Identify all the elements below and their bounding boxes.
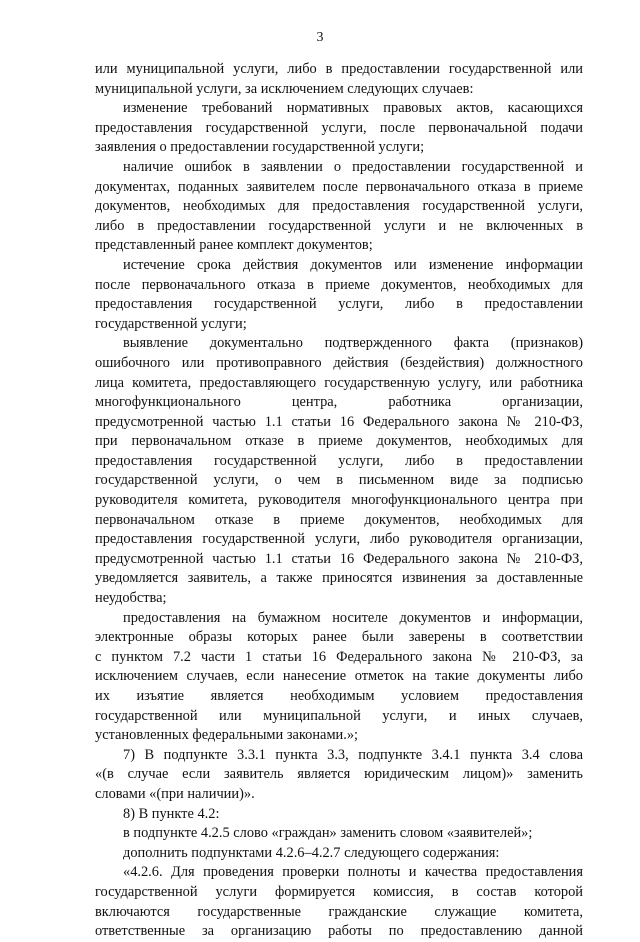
text-line: истечение срока действия документов или изменение информации <box>123 256 583 273</box>
text-line: заявления о предоставлении государственной услуги; <box>95 139 425 156</box>
text-line: государственной услуги, о чем в письменном виде за подписью <box>95 472 583 489</box>
text-line: предоставления на бумажном носителе документов и информации, <box>123 609 583 626</box>
text-line: с пунктом 7.2 части 1 статьи 16 Федерального закона № 210-ФЗ, за <box>95 648 583 665</box>
text-line: предусмотренной частью 1.1 статьи 16 Федерального закона № 210-ФЗ, <box>95 550 583 567</box>
text-line: многофункционального центра, работника организации, <box>95 394 583 411</box>
text-line: наличие ошибок в заявлении о предоставлении государственной и <box>123 158 583 175</box>
document-body <box>95 60 583 942</box>
text-line: при первоначальном отказе в приеме документов, необходимых для <box>95 433 583 450</box>
text-line: в подпункте 4.2.5 слово «граждан» заменить словом «заявителей»; <box>123 825 533 842</box>
text-line: муниципальной услуги, за исключением следующих случаев: <box>95 80 474 97</box>
text-line: предоставления государственной услуги, либо в предоставлении <box>95 296 583 313</box>
text-line: 7) В подпункте 3.3.1 пункта 3.3, подпункте 3.4.1 пункта 3.4 слова <box>123 746 583 763</box>
text-line: выявление документально подтвержденного факта (признаков) <box>123 335 583 352</box>
text-line: уведомляется заявитель, а также приносятся извинения за доставленные <box>95 570 583 587</box>
text-line: 8) В пункте 4.2: <box>123 805 220 822</box>
text-line: предусмотренной частью 1.1 статьи 16 Федерального закона № 210-ФЗ, <box>95 413 583 430</box>
text-line: документов, необходимых для предоставления государственной услуги, <box>95 198 583 215</box>
text-line: дополнить подпунктами 4.2.6–4.2.7 следующего содержания: <box>123 844 500 861</box>
page-number: 3 <box>316 30 324 45</box>
text-line: исключением случаев, если нанесение отметок на такие документы либо <box>95 668 583 685</box>
text-line: представленный ранее комплект документов; <box>95 237 373 254</box>
text-line: «4.2.6. Для проведения проверки полноты и качества предоставления <box>123 864 583 881</box>
text-line: неудобства; <box>95 590 167 607</box>
text-line: «(в случае если заявитель является юридическим лицом)» заменить <box>95 766 583 783</box>
text-line: предоставления государственной услуги, после первоначальной подачи <box>95 119 583 136</box>
text-line: ответственные за организацию работы по предоставлению данной <box>95 923 583 940</box>
text-line: предоставления государственной услуги, либо руководителя организации, <box>95 531 583 548</box>
text-line: руководителя комитета, руководителя многофункционального центра при <box>95 492 583 509</box>
text-line: изменение требований нормативных правовых актов, касающихся <box>123 100 583 117</box>
text-line: ошибочного или противоправного действия (бездействия) должностного <box>95 354 583 371</box>
text-line: первоначальном отказе в приеме документов, необходимых для <box>95 511 583 528</box>
text-line: или муниципальной услуги, либо в предоставлении государственной или <box>95 61 583 77</box>
text-line: государственной услуги; <box>95 315 247 332</box>
text-line: после первоначального отказа в приеме документов, необходимых для <box>95 276 583 293</box>
text-line: либо в предоставлении государственной услуги и не включенных в <box>95 217 583 234</box>
text-line: включаются государственные гражданские служащие комитета, <box>95 903 583 920</box>
text-line: документах, поданных заявителем после первоначального отказа в приеме <box>95 178 583 195</box>
text-line: государственной услуги формируется комиссия, в состав которой <box>95 883 583 900</box>
text-line: установленных федеральными законами.»; <box>95 727 359 744</box>
text-line: их изъятие является необходимым условием предоставления <box>95 688 583 704</box>
text-line: словами «(при наличии)». <box>95 785 255 802</box>
text-line: государственной или муниципальной услуги, и иных случаев, <box>95 707 583 724</box>
text-line: лица комитета, предоставляющего государственную услугу, или работника <box>95 374 583 391</box>
text-line: предоставления государственной услуги, либо в предоставлении <box>95 452 583 469</box>
text-line: электронные образы которых ранее были заверены в соответствии <box>95 629 583 646</box>
